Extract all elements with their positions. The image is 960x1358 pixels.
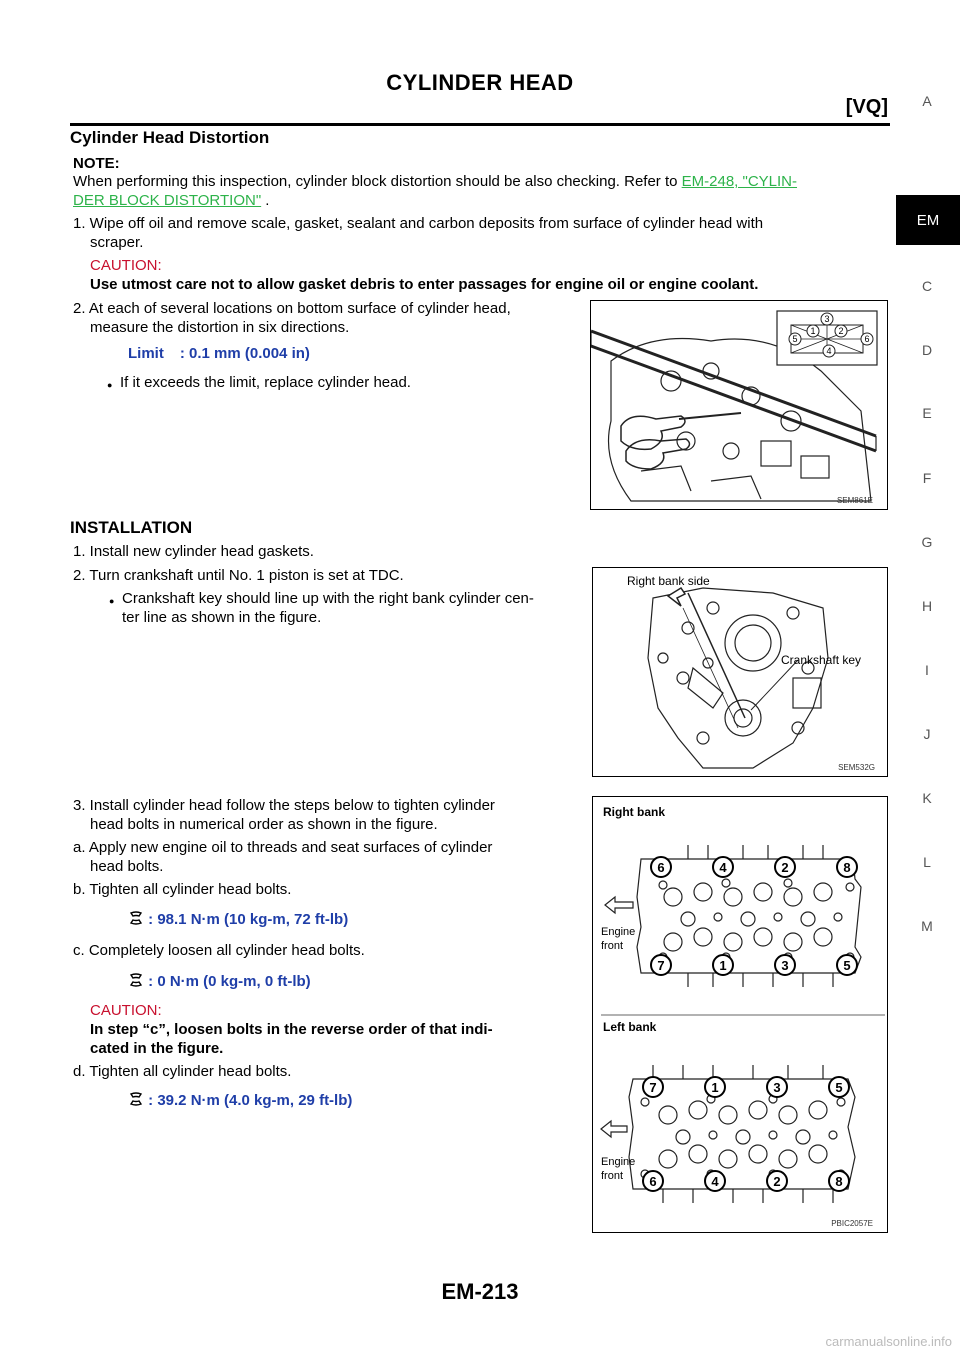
install-stepa-line2: head bolts. <box>90 858 164 875</box>
install-caution-label: CAUTION: <box>90 1002 162 1019</box>
side-tab-j[interactable]: J <box>923 726 931 742</box>
bolt-marker-number: 1 <box>719 958 727 973</box>
torque-wrench-icon <box>128 910 144 926</box>
page-title: CYLINDER HEAD <box>386 70 574 95</box>
side-tab-f[interactable]: F <box>922 470 932 486</box>
bolt-marker-number: 4 <box>711 1174 719 1189</box>
fig1-code: SEM861E <box>836 496 873 505</box>
site-watermark: carmanualsonline.info <box>825 1334 952 1349</box>
limit-bullet: ● If it exceeds the limit, replace cylinder head. <box>120 373 411 392</box>
fig1-num-3: 3 <box>824 314 830 324</box>
fig1-num-5: 5 <box>792 334 798 344</box>
fig3-label-right-bank: Right bank <box>603 805 665 819</box>
bolt-marker-number: 7 <box>657 958 665 973</box>
fig2-code: SEM532G <box>838 763 875 772</box>
limit-spec <box>128 345 310 362</box>
step1-line1: 1. Wipe off oil and remove scale, gasket, sealant and carbon deposits from surface of cylinder head with <box>73 215 764 232</box>
install-stepa-line1: a. Apply new engine oil to threads and seat surfaces of cylinder <box>73 839 493 856</box>
note-text <box>73 172 893 191</box>
fig2-label-crankshaft-key: Crankshaft key <box>781 653 862 667</box>
bolt-marker-number: 2 <box>781 860 789 875</box>
torque-wrench-icon <box>128 1091 144 1107</box>
side-tab-e[interactable]: E <box>922 405 932 421</box>
fig1-num-2: 2 <box>838 326 844 336</box>
bolt-marker-number: 3 <box>773 1080 781 1095</box>
note-body: When performing this inspection, cylinder block distortion should be also checking. Refer to <box>73 173 682 190</box>
note-label: NOTE: <box>73 155 120 172</box>
torque-value-3: : 39.2 N·m (4.0 kg-m, 29 ft-lb) <box>148 1092 353 1109</box>
fig3-front-label: front <box>601 940 624 952</box>
side-tab-k[interactable]: K <box>922 790 932 806</box>
bolt-marker-number: 3 <box>781 958 789 973</box>
side-tab-a[interactable]: A <box>922 93 932 109</box>
install-bullet-line1: ● Crankshaft key should line up with the right bank cylinder cen- <box>122 589 534 608</box>
side-tab-i[interactable]: I <box>925 662 929 678</box>
torque-wrench-icon <box>128 972 144 988</box>
install-step2: 2. Turn crankshaft until No. 1 piston is set at TDC. <box>73 567 404 584</box>
caution-text: Use utmost care not to allow gasket debris to enter passages for engine oil or engine coolant. <box>90 276 759 293</box>
install-stepb: b. Tighten all cylinder head bolts. <box>73 881 292 898</box>
note-text-line2 <box>73 191 269 210</box>
page-number: EM-213 <box>441 1279 519 1304</box>
step2-line1: 2. At each of several locations on bottom surface of cylinder head, <box>73 300 511 317</box>
caution-label: CAUTION: <box>90 257 162 274</box>
limit-value: : 0.1 mm (0.004 in) <box>179 345 310 362</box>
figure-crankshaft <box>592 567 888 777</box>
torque-spec-1 <box>128 910 348 928</box>
fig3-code: PBIC2057E <box>831 1219 873 1228</box>
torque-value-1: : 98.1 N·m (10 kg-m, 72 ft-lb) <box>148 911 349 928</box>
fig1-num-4: 4 <box>826 346 832 356</box>
bolt-marker-number: 8 <box>843 860 851 875</box>
bolt-marker-number: 7 <box>649 1080 657 1095</box>
fig3-engine-label: Engine <box>601 926 636 938</box>
note-link-cont[interactable]: DER BLOCK DISTORTION" <box>73 192 262 209</box>
fig1-num-6: 6 <box>864 334 870 344</box>
step1-line2: scraper. <box>90 234 144 251</box>
limit-label: Limit <box>128 345 164 362</box>
install-step1: 1. Install new cylinder head gaskets. <box>73 543 314 560</box>
install-stepc: c. Completely loosen all cylinder head bolts. <box>73 942 365 959</box>
install-bullet-line2: ter line as shown in the figure. <box>122 609 322 626</box>
fig1-num-1: 1 <box>810 326 816 336</box>
fig3-front-label-2: front <box>601 1170 624 1182</box>
note-end: . <box>261 192 270 209</box>
install-step3-line2: head bolts in numerical order as shown in the figure. <box>90 816 438 833</box>
side-tab-h[interactable]: H <box>921 598 933 614</box>
torque-spec-3 <box>128 1091 352 1109</box>
straightedge-illustration <box>591 301 887 509</box>
install-stepd: d. Tighten all cylinder head bolts. <box>73 1063 292 1080</box>
fig3-label-left-bank: Left bank <box>603 1020 657 1034</box>
bolt-marker-number: 5 <box>835 1080 843 1095</box>
side-tab-m[interactable]: M <box>921 918 933 934</box>
bolt-order-illustration <box>593 797 887 1232</box>
bolt-marker-number: 8 <box>835 1174 843 1189</box>
bolt-marker-number: 6 <box>657 860 665 875</box>
side-tab-l[interactable]: L <box>923 854 931 870</box>
torque-value-2: : 0 N·m (0 kg-m, 0 ft-lb) <box>148 973 311 990</box>
torque-spec-2 <box>128 972 311 990</box>
engine-code: [VQ] <box>845 96 888 118</box>
side-tab-d[interactable]: D <box>921 342 933 358</box>
step2-line2: measure the distortion in six directions. <box>90 319 350 336</box>
header-rule <box>70 123 890 126</box>
install-caution-line2: cated in the figure. <box>90 1040 224 1057</box>
bolt-marker-number: 2 <box>773 1174 781 1189</box>
side-tab-em-active[interactable]: EM <box>896 195 960 245</box>
crankshaft-illustration <box>593 568 887 776</box>
install-caution-line1: In step “c”, loosen bolts in the reverse order of that indi- <box>90 1021 493 1038</box>
figure-bolt-order <box>592 796 888 1233</box>
bolt-marker-number: 5 <box>843 958 851 973</box>
install-step3-line1: 3. Install cylinder head follow the steps below to tighten cylinder <box>73 797 495 814</box>
note-link[interactable]: EM-248, "CYLIN- <box>681 173 798 190</box>
figure-straightedge <box>590 300 888 510</box>
bolt-marker-number: 1 <box>711 1080 719 1095</box>
section-heading-distortion: Cylinder Head Distortion <box>70 128 270 147</box>
bolt-marker-number: 6 <box>649 1174 657 1189</box>
bolt-marker-number: 4 <box>719 860 727 875</box>
fig2-label-right-bank: Right bank side <box>627 574 710 588</box>
fig3-engine-label-2: Engine <box>601 1156 636 1168</box>
section-heading-installation: INSTALLATION <box>70 518 193 537</box>
side-tab-g[interactable]: G <box>921 534 933 550</box>
side-tab-c[interactable]: C <box>921 278 933 294</box>
